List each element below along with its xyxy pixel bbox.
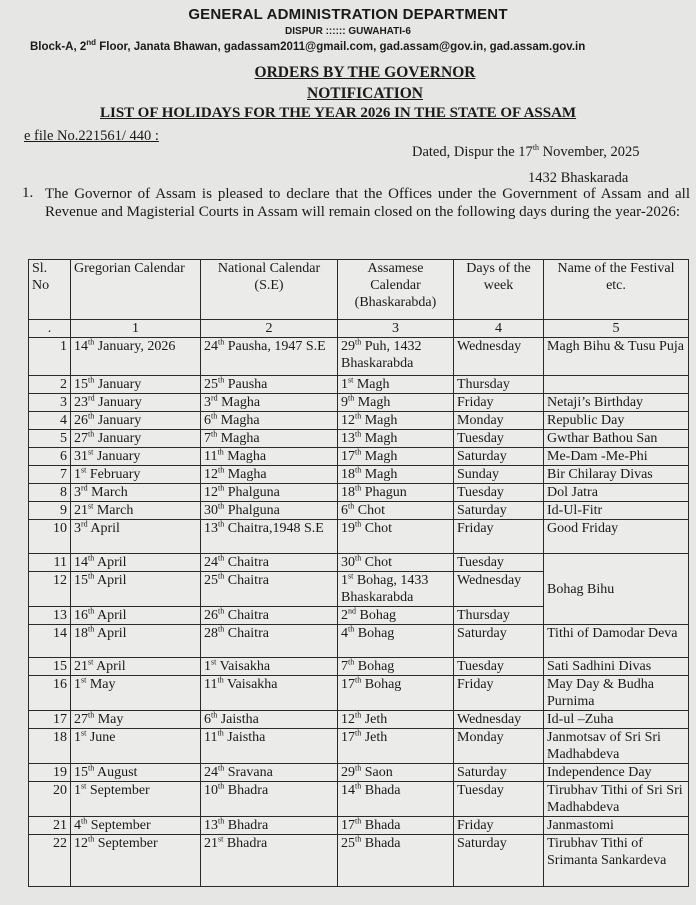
sl-cell: 21 xyxy=(29,817,71,835)
gregorian-date-cell: 1st February xyxy=(71,466,201,484)
table-row xyxy=(29,817,689,835)
holiday-rows xyxy=(29,338,689,887)
gregorian-date-cell: 15th January xyxy=(71,376,201,394)
col-number: 1 xyxy=(71,320,201,338)
festival-cell: Bir Chilaray Divas xyxy=(544,466,689,484)
assamese-date-cell: 17th Bohag xyxy=(338,676,454,711)
table-row xyxy=(29,412,689,430)
weekday-cell: Sunday xyxy=(454,466,544,484)
assamese-date-cell: 18th Phagun xyxy=(338,484,454,502)
table-row xyxy=(29,520,689,554)
gregorian-date-cell: 14th April xyxy=(71,554,201,572)
assamese-date-cell: 17th Jeth xyxy=(338,729,454,764)
sl-cell: 14 xyxy=(29,625,71,658)
assamese-date-cell: 17th Magh xyxy=(338,448,454,466)
sl-cell: 9 xyxy=(29,502,71,520)
assamese-date-cell: 7th Bohag xyxy=(338,658,454,676)
national-date-cell: 25th Pausha xyxy=(201,376,338,394)
weekday-cell: Tuesday xyxy=(454,658,544,676)
sl-cell: 18 xyxy=(29,729,71,764)
weekday-cell: Tuesday xyxy=(454,430,544,448)
address-line: Block-A, 2nd Floor, Janata Bhawan, gadassam2011@gmail.com, gad.assam@gov.in, gad.assam.gov.in xyxy=(30,38,586,53)
col-number: 5 xyxy=(544,320,689,338)
table-row xyxy=(29,394,689,412)
assamese-date-cell: 9th Magh xyxy=(338,394,454,412)
festival-cell: Tirubhav Tithi of Srimanta Sankardeva xyxy=(544,835,689,887)
sl-cell: 10 xyxy=(29,520,71,554)
gregorian-date-cell: 15th August xyxy=(71,764,201,782)
sl-cell: 7 xyxy=(29,466,71,484)
sl-cell: 1 xyxy=(29,338,71,376)
festival-cell: Dol Jatra xyxy=(544,484,689,502)
weekday-cell: Wednesday xyxy=(454,711,544,729)
header-days: Days of the week xyxy=(454,260,544,320)
table-row xyxy=(29,430,689,448)
table-row xyxy=(29,676,689,711)
sl-cell: 8 xyxy=(29,484,71,502)
national-date-cell: 11th Jaistha xyxy=(201,729,338,764)
table-row xyxy=(29,554,689,572)
gregorian-date-cell: 23rd January xyxy=(71,394,201,412)
weekday-cell: Wednesday xyxy=(454,572,544,607)
national-date-cell: 30th Phalguna xyxy=(201,502,338,520)
orders-heading: ORDERS BY THE GOVERNOR xyxy=(254,64,476,81)
table-row xyxy=(29,376,689,394)
national-date-cell: 28th Chaitra xyxy=(201,625,338,658)
weekday-cell: Saturday xyxy=(454,448,544,466)
gregorian-date-cell: 1st September xyxy=(71,782,201,817)
sl-cell: 4 xyxy=(29,412,71,430)
gregorian-date-cell: 4th September xyxy=(71,817,201,835)
table-row xyxy=(29,782,689,817)
weekday-cell: Saturday xyxy=(454,764,544,782)
festival-cell: May Day & Budha Purnima xyxy=(544,676,689,711)
gregorian-date-cell: 27th January xyxy=(71,430,201,448)
festival-cell: Gwthar Bathou San xyxy=(544,430,689,448)
national-date-cell: 6th Magha xyxy=(201,412,338,430)
assamese-date-cell: 1st Bohag, 1433 Bhaskarabda xyxy=(338,572,454,607)
weekday-cell: Saturday xyxy=(454,502,544,520)
table-row xyxy=(29,484,689,502)
festival-cell: Magh Bihu & Tusu Puja xyxy=(544,338,689,376)
weekday-cell: Friday xyxy=(454,394,544,412)
assamese-date-cell: 29th Puh, 1432 Bhaskarabda xyxy=(338,338,454,376)
table-row xyxy=(29,448,689,466)
weekday-cell: Monday xyxy=(454,729,544,764)
festival-cell: Republic Day xyxy=(544,412,689,430)
festival-cell: Id-Ul-Fitr xyxy=(544,502,689,520)
festival-cell: Good Friday xyxy=(544,520,689,554)
assamese-date-cell: 12th Jeth xyxy=(338,711,454,729)
weekday-cell: Monday xyxy=(454,412,544,430)
list-title: LIST OF HOLIDAYS FOR THE YEAR 2026 IN THE STATE OF ASSAM xyxy=(100,105,577,121)
sl-cell: 2 xyxy=(29,376,71,394)
assamese-date-cell: 13th Magh xyxy=(338,430,454,448)
table-row xyxy=(29,466,689,484)
national-date-cell: 24th Chaitra xyxy=(201,554,338,572)
national-date-cell: 6th Jaistha xyxy=(201,711,338,729)
gregorian-date-cell: 14th January, 2026 xyxy=(71,338,201,376)
festival-cell: Sati Sadhini Divas xyxy=(544,658,689,676)
dated-line: Dated, Dispur the 17th November, 2025 xyxy=(412,143,640,160)
gregorian-date-cell: 21st April xyxy=(71,658,201,676)
weekday-cell: Thursday xyxy=(454,376,544,394)
header-assamese: Assamese Calendar (Bhaskarabda) xyxy=(338,260,454,320)
table-row xyxy=(29,625,689,658)
sl-cell: 5 xyxy=(29,430,71,448)
festival-cell xyxy=(544,376,689,394)
national-date-cell: 24th Pausha, 1947 S.E xyxy=(201,338,338,376)
gregorian-date-cell: 1st May xyxy=(71,676,201,711)
national-date-cell: 24th Sravana xyxy=(201,764,338,782)
table-row xyxy=(29,729,689,764)
table-row xyxy=(29,764,689,782)
festival-cell: Tithi of Damodar Deva xyxy=(544,625,689,658)
weekday-cell: Thursday xyxy=(454,607,544,625)
assamese-date-cell: 14th Bhada xyxy=(338,782,454,817)
national-date-cell: 3rd Magha xyxy=(201,394,338,412)
gregorian-date-cell: 18th April xyxy=(71,625,201,658)
weekday-cell: Friday xyxy=(454,676,544,711)
national-date-cell: 12th Phalguna xyxy=(201,484,338,502)
gregorian-date-cell: 16th April xyxy=(71,607,201,625)
assamese-date-cell: 30th Chot xyxy=(338,554,454,572)
table-row xyxy=(29,711,689,729)
national-date-cell: 26th Chaitra xyxy=(201,607,338,625)
festival-cell: Tirubhav Tithi of Sri Sri Madhabdeva xyxy=(544,782,689,817)
dispur-line: DISPUR :::::: GUWAHATI-6 xyxy=(285,26,411,37)
header-national: National Calendar (S.E) xyxy=(201,260,338,320)
gregorian-date-cell: 1st June xyxy=(71,729,201,764)
bhaskarada-date: 1432 Bhaskarada xyxy=(528,170,629,186)
festival-cell: Janmotsav of Sri Sri Madhabdeva xyxy=(544,729,689,764)
weekday-cell: Friday xyxy=(454,520,544,554)
festival-cell: Netaji’s Birthday xyxy=(544,394,689,412)
sl-cell: 22 xyxy=(29,835,71,887)
assamese-date-cell: 4th Bohag xyxy=(338,625,454,658)
assamese-date-cell: 18th Magh xyxy=(338,466,454,484)
national-date-cell: 21st Bhadra xyxy=(201,835,338,887)
notification-heading: NOTIFICATION xyxy=(307,85,423,102)
header-festival: Name of the Festival etc. xyxy=(544,260,689,320)
sl-cell: 13 xyxy=(29,607,71,625)
sl-cell: 19 xyxy=(29,764,71,782)
weekday-cell: Tuesday xyxy=(454,554,544,572)
gregorian-date-cell: 27th May xyxy=(71,711,201,729)
national-date-cell: 11th Vaisakha xyxy=(201,676,338,711)
sl-cell: 15 xyxy=(29,658,71,676)
weekday-cell: Friday xyxy=(454,817,544,835)
col-number: . xyxy=(29,320,71,338)
paragraph-number: 1. xyxy=(22,185,34,201)
header-sl: Sl. No xyxy=(29,260,71,320)
assamese-date-cell: 25th Bhada xyxy=(338,835,454,887)
gregorian-date-cell: 3rd April xyxy=(71,520,201,554)
weekday-cell: Saturday xyxy=(454,835,544,887)
weekday-cell: Tuesday xyxy=(454,484,544,502)
holiday-table xyxy=(28,259,689,887)
table-row xyxy=(29,338,689,376)
department-title: GENERAL ADMINISTRATION DEPARTMENT xyxy=(188,6,508,23)
col-number: 2 xyxy=(201,320,338,338)
national-date-cell: 13th Bhadra xyxy=(201,817,338,835)
assamese-date-cell: 12th Magh xyxy=(338,412,454,430)
assamese-date-cell: 1st Magh xyxy=(338,376,454,394)
national-date-cell: 25th Chaitra xyxy=(201,572,338,607)
national-date-cell: 10th Bhadra xyxy=(201,782,338,817)
gregorian-date-cell: 31st January xyxy=(71,448,201,466)
assamese-date-cell: 29th Saon xyxy=(338,764,454,782)
paragraph-text: The Governor of Assam is pleased to declare that the Offices under the Government of Assam and all Revenue and Magisterial Courts in Assam will remain closed on the following days during the year-2026: xyxy=(45,186,690,220)
sl-cell: 12 xyxy=(29,572,71,607)
gregorian-date-cell: 3rd March xyxy=(71,484,201,502)
weekday-cell: Tuesday xyxy=(454,782,544,817)
festival-cell: Janmastomi xyxy=(544,817,689,835)
gregorian-date-cell: 26th January xyxy=(71,412,201,430)
gregorian-date-cell: 21st March xyxy=(71,502,201,520)
sl-cell: 16 xyxy=(29,676,71,711)
national-date-cell: 11th Magha xyxy=(201,448,338,466)
sl-cell: 20 xyxy=(29,782,71,817)
weekday-cell: Wednesday xyxy=(454,338,544,376)
national-date-cell: 13th Chaitra,1948 S.E xyxy=(201,520,338,554)
festival-cell: Me-Dam -Me-Phi xyxy=(544,448,689,466)
header-gregorian: Gregorian Calendar xyxy=(71,260,201,320)
weekday-cell: Saturday xyxy=(454,625,544,658)
assamese-date-cell: 2nd Bohag xyxy=(338,607,454,625)
national-date-cell: 1st Vaisakha xyxy=(201,658,338,676)
festival-cell: Id-ul –Zuha xyxy=(544,711,689,729)
gregorian-date-cell: 12th September xyxy=(71,835,201,887)
national-date-cell: 7th Magha xyxy=(201,430,338,448)
table-row xyxy=(29,835,689,887)
sl-cell: 17 xyxy=(29,711,71,729)
table-row xyxy=(29,502,689,520)
sl-cell: 11 xyxy=(29,554,71,572)
sl-cell: 3 xyxy=(29,394,71,412)
assamese-date-cell: 19th Chot xyxy=(338,520,454,554)
assamese-date-cell: 6th Chot xyxy=(338,502,454,520)
efile-number: e file No.221561/ 440 : xyxy=(24,128,159,144)
sl-cell: 6 xyxy=(29,448,71,466)
col-number: 3 xyxy=(338,320,454,338)
national-date-cell: 12th Magha xyxy=(201,466,338,484)
gregorian-date-cell: 15th April xyxy=(71,572,201,607)
festival-cell: Bohag Bihu xyxy=(544,554,689,625)
col-number: 4 xyxy=(454,320,544,338)
festival-cell: Independence Day xyxy=(544,764,689,782)
table-row xyxy=(29,658,689,676)
assamese-date-cell: 17th Bhada xyxy=(338,817,454,835)
